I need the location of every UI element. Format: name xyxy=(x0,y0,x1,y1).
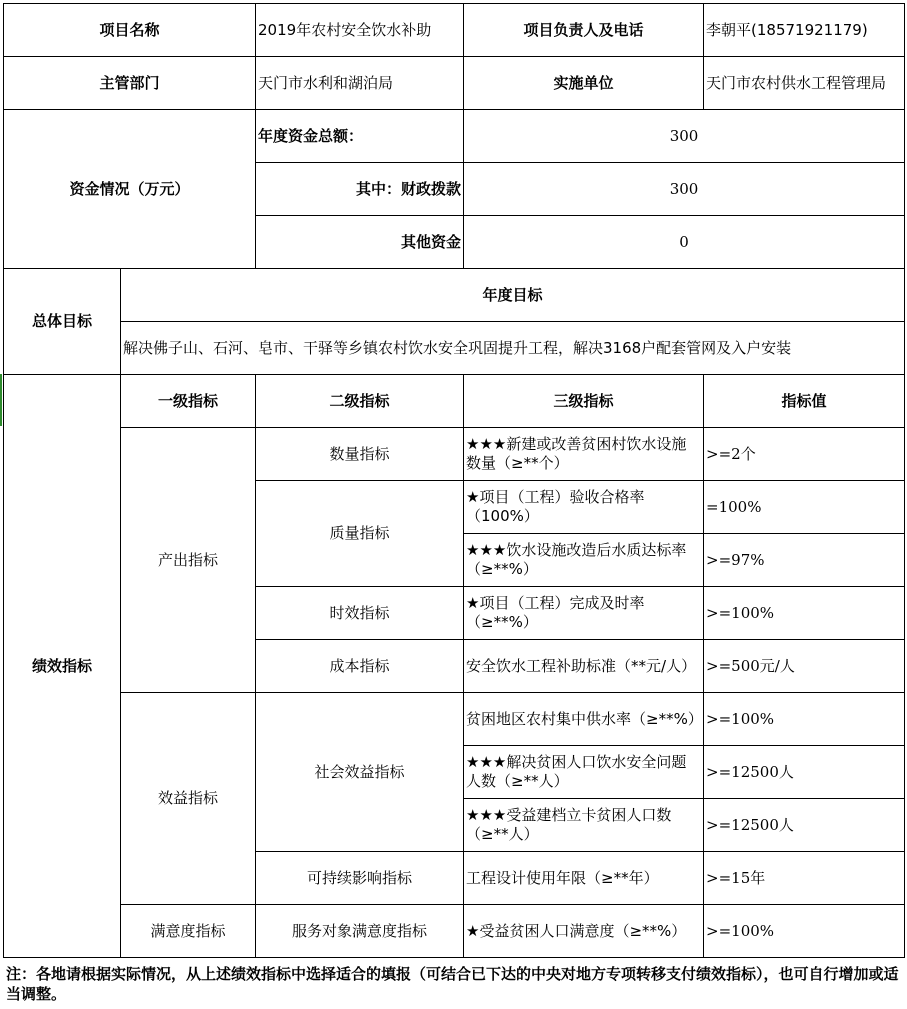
funds-total-label[interactable]: 年度资金总额： xyxy=(256,110,464,163)
funds-fiscal-label[interactable]: 其中：财政拨款 xyxy=(256,163,464,216)
indicator-cell[interactable]: ★★★新建或改善贫困村饮水设施数量（≥**个） xyxy=(464,428,704,481)
indicator-cell[interactable]: 工程设计使用年限（≥**年） xyxy=(464,852,704,905)
header-level1[interactable]: 一级指标 xyxy=(121,375,256,428)
level2-quantity[interactable]: 数量指标 xyxy=(256,428,464,481)
indicator-cell[interactable]: ★★★解决贫困人口饮水安全问题人数（≥**人） xyxy=(464,746,704,799)
indicator-value[interactable]: >=12500人 xyxy=(704,746,905,799)
impl-label[interactable]: 实施单位 xyxy=(464,57,704,110)
leader-value[interactable]: 李朝平(18571921179) xyxy=(704,4,905,57)
level1-benefit[interactable]: 效益指标 xyxy=(121,693,256,905)
indicator-value[interactable]: >=500元/人 xyxy=(704,640,905,693)
funds-other-label[interactable]: 其他资金 xyxy=(256,216,464,269)
row-selection-marker xyxy=(0,374,2,426)
indicator-value[interactable]: >=12500人 xyxy=(704,799,905,852)
level2-sustainability[interactable]: 可持续影响指标 xyxy=(256,852,464,905)
indicator-cell[interactable]: ★★★受益建档立卡贫困人口数（≥**人） xyxy=(464,799,704,852)
project-name-value[interactable]: 2019年农村安全饮水补助 xyxy=(256,4,464,57)
annual-goal-label[interactable]: 年度目标 xyxy=(121,269,905,322)
indicator-value[interactable]: >=15年 xyxy=(704,852,905,905)
level1-satisfaction[interactable]: 满意度指标 xyxy=(121,905,256,958)
header-level3[interactable]: 三级指标 xyxy=(464,375,704,428)
level2-service-satisfaction[interactable]: 服务对象满意度指标 xyxy=(256,905,464,958)
annual-goal-text[interactable]: 解决佛子山、石河、皂市、干驿等乡镇农村饮水安全巩固提升工程，解决3168户配套管网及入户安装 xyxy=(121,322,905,375)
indicator-value[interactable]: >=2个 xyxy=(704,428,905,481)
indicator-value[interactable]: >=97% xyxy=(704,534,905,587)
level2-quality[interactable]: 质量指标 xyxy=(256,481,464,587)
indicator-cell[interactable]: ★项目（工程）验收合格率（100%） xyxy=(464,481,704,534)
impl-value[interactable]: 天门市农村供水工程管理局 xyxy=(704,57,905,110)
leader-label[interactable]: 项目负责人及电话 xyxy=(464,4,704,57)
footnote: 注：各地请根据实际情况，从上述绩效指标中选择适合的填报（可结合已下达的中央对地方专项转移支付绩效指标），也可自行增加或适当调整。 xyxy=(6,965,899,1003)
performance-label[interactable]: 绩效指标 xyxy=(4,375,121,958)
indicator-cell[interactable]: 安全饮水工程补助标准（**元/人） xyxy=(464,640,704,693)
indicator-cell[interactable]: 贫困地区农村集中供水率（≥**%） xyxy=(464,693,704,746)
indicator-cell[interactable]: ★项目（工程）完成及时率（≥**%） xyxy=(464,587,704,640)
indicator-cell[interactable]: ★★★饮水设施改造后水质达标率（≥**%） xyxy=(464,534,704,587)
header-level2[interactable]: 二级指标 xyxy=(256,375,464,428)
funds-total-value[interactable]: 300 xyxy=(464,110,905,163)
goal-label[interactable]: 总体目标 xyxy=(4,269,121,375)
performance-target-table xyxy=(3,3,905,958)
funds-fiscal-value[interactable]: 300 xyxy=(464,163,905,216)
dept-value[interactable]: 天门市水利和湖泊局 xyxy=(256,57,464,110)
indicator-value[interactable]: >=100% xyxy=(704,587,905,640)
level2-cost[interactable]: 成本指标 xyxy=(256,640,464,693)
dept-label[interactable]: 主管部门 xyxy=(4,57,256,110)
project-name-label[interactable]: 项目名称 xyxy=(4,4,256,57)
header-value[interactable]: 指标值 xyxy=(704,375,905,428)
level2-social-benefit[interactable]: 社会效益指标 xyxy=(256,693,464,852)
indicator-value[interactable]: >=100% xyxy=(704,693,905,746)
indicator-value[interactable]: >=100% xyxy=(704,905,905,958)
level1-output[interactable]: 产出指标 xyxy=(121,428,256,693)
funds-label[interactable]: 资金情况（万元） xyxy=(4,110,256,269)
level2-timeliness[interactable]: 时效指标 xyxy=(256,587,464,640)
funds-other-value[interactable]: 0 xyxy=(464,216,905,269)
indicator-cell[interactable]: ★受益贫困人口满意度（≥**%） xyxy=(464,905,704,958)
indicator-value[interactable]: =100% xyxy=(704,481,905,534)
